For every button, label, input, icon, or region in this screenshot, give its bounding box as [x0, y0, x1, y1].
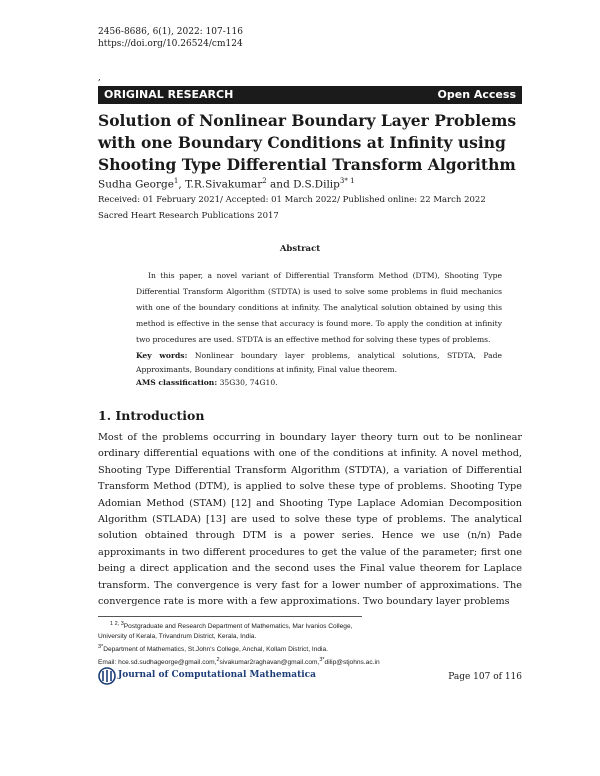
footnote-line [98, 619, 380, 632]
abstract-heading: Abstract [279, 244, 321, 254]
keywords-text: Nonlinear boundary layer problems, analytical solutions, STDTA, Pade Approximants, Boundary conditions at infinity, Final value theorem. [136, 351, 503, 374]
footnote-email[interactable]: dilip@stjohns.ac.in [324, 659, 380, 667]
doi-link[interactable]: https://doi.org/10.26524/cm124 [98, 39, 243, 49]
footnote-line: University of Kerala, Trivandrum District, Kerala, India. [98, 633, 257, 641]
open-access-label: Open Access [437, 88, 516, 101]
section-heading: 1. Introduction [98, 408, 205, 423]
author-affiliation-mark: 2 [262, 177, 267, 185]
introduction-text: Most of the problems occurring in boundary layer theory turn out to be nonlinear ordinary differential equations with one of the conditions at infinity. A novel method, Shooting Type Differential Transform Algorithm (STDTA), a variation of Differential Transform Method (DTM), is applied to solve these type of problems. Shooting Type Adomian Method (STAM) [12] and Shooting Type Laplace Adomian Decomposition Algorithm (STLADA) [13] are used to solve these type of problems. The analytical solution obtained through DTM is a power series. Hence we use (n/n) Pade approximants in two different procedures to get the value of the parameter; first one being a direct application and the second uses the Final value theorem for Laplace transform. The convergence is very fast for a lower number of approximations. The convergence rate is more with a few approximations. Two boundary layer problems [98, 432, 522, 608]
stray-mark: , [98, 73, 101, 83]
paper-title: Solution of Nonlinear Boundary Layer Problems with one Boundary Conditions at Infinity using Shooting Type Differential Transform Algorithm [98, 111, 517, 174]
author-affiliation-mark: 1 [173, 177, 179, 185]
footnote-rule [98, 616, 362, 617]
author-name: T.R.Sivakumar [185, 178, 263, 191]
journal-logo-icon [98, 667, 116, 685]
footnote-mark: 1 2, 3 [110, 621, 124, 627]
footnote-mark: 3* [98, 644, 104, 651]
author-list: Sudha George$^1$, T.R.Sivakumar$^2$ and D.S.Dilip$^{3* 1}$ [98, 177, 355, 191]
page-number: Page 107 of 116 [448, 672, 522, 682]
ams-label: AMS classification: [136, 378, 218, 387]
footnote-mark: 3* [319, 657, 325, 664]
footnotes [98, 619, 380, 669]
keywords [136, 349, 502, 377]
author-name: D.S.Dilip [293, 178, 340, 191]
journal-name: Journal of Computational Mathematica [118, 670, 316, 680]
keywords-label: Key words: [136, 351, 188, 360]
footnote-line [98, 642, 380, 655]
footnote-email[interactable]: sivakumar2raghavan@gmail.com, [219, 659, 320, 667]
author-name: Sudha George [98, 178, 174, 191]
footnote-text: Department of Mathematics, St.John's College, Anchal, Kollam District, India. [103, 646, 329, 654]
footnote-mark: 2 [216, 657, 220, 664]
ams-codes: 35G30, 74G10. [219, 378, 278, 387]
issn-line: 2456-8686, 6(1), 2022: 107-116 [98, 27, 243, 37]
article-type-banner [98, 86, 522, 104]
author-affiliation-mark: 3* 1 [339, 177, 355, 185]
abstract-body [136, 268, 502, 348]
original-research-label: ORIGINAL RESEARCH [104, 88, 234, 101]
publisher-line: Sacred Heart Research Publications 2017 [98, 211, 279, 221]
publication-dates: Received: 01 February 2021/ Accepted: 01 March 2022/ Published online: 22 March 2022 [98, 195, 486, 205]
footnote-line [98, 655, 380, 668]
footnote-text: Postgraduate and Research Department of Mathematics, Mar Ivanios College, [123, 623, 353, 631]
ams-classification [136, 378, 278, 387]
abstract-text: In this paper, a novel variant of Differential Transform Method (DTM), Shooting Type Differential Transform Algorithm (STDTA) is used to solve some problems in fluid mechanics with one of the boundary conditions at infinity. The analytical solution obtained by using this method is effective in the sense that accuracy is found more. To apply the condition at infinity two procedures are used. STDTA is an effective method for solving these types of problems. [136, 271, 502, 344]
footnote-email[interactable]: Email: hce.sd.sudhageorge@gmail.com, [98, 659, 217, 667]
